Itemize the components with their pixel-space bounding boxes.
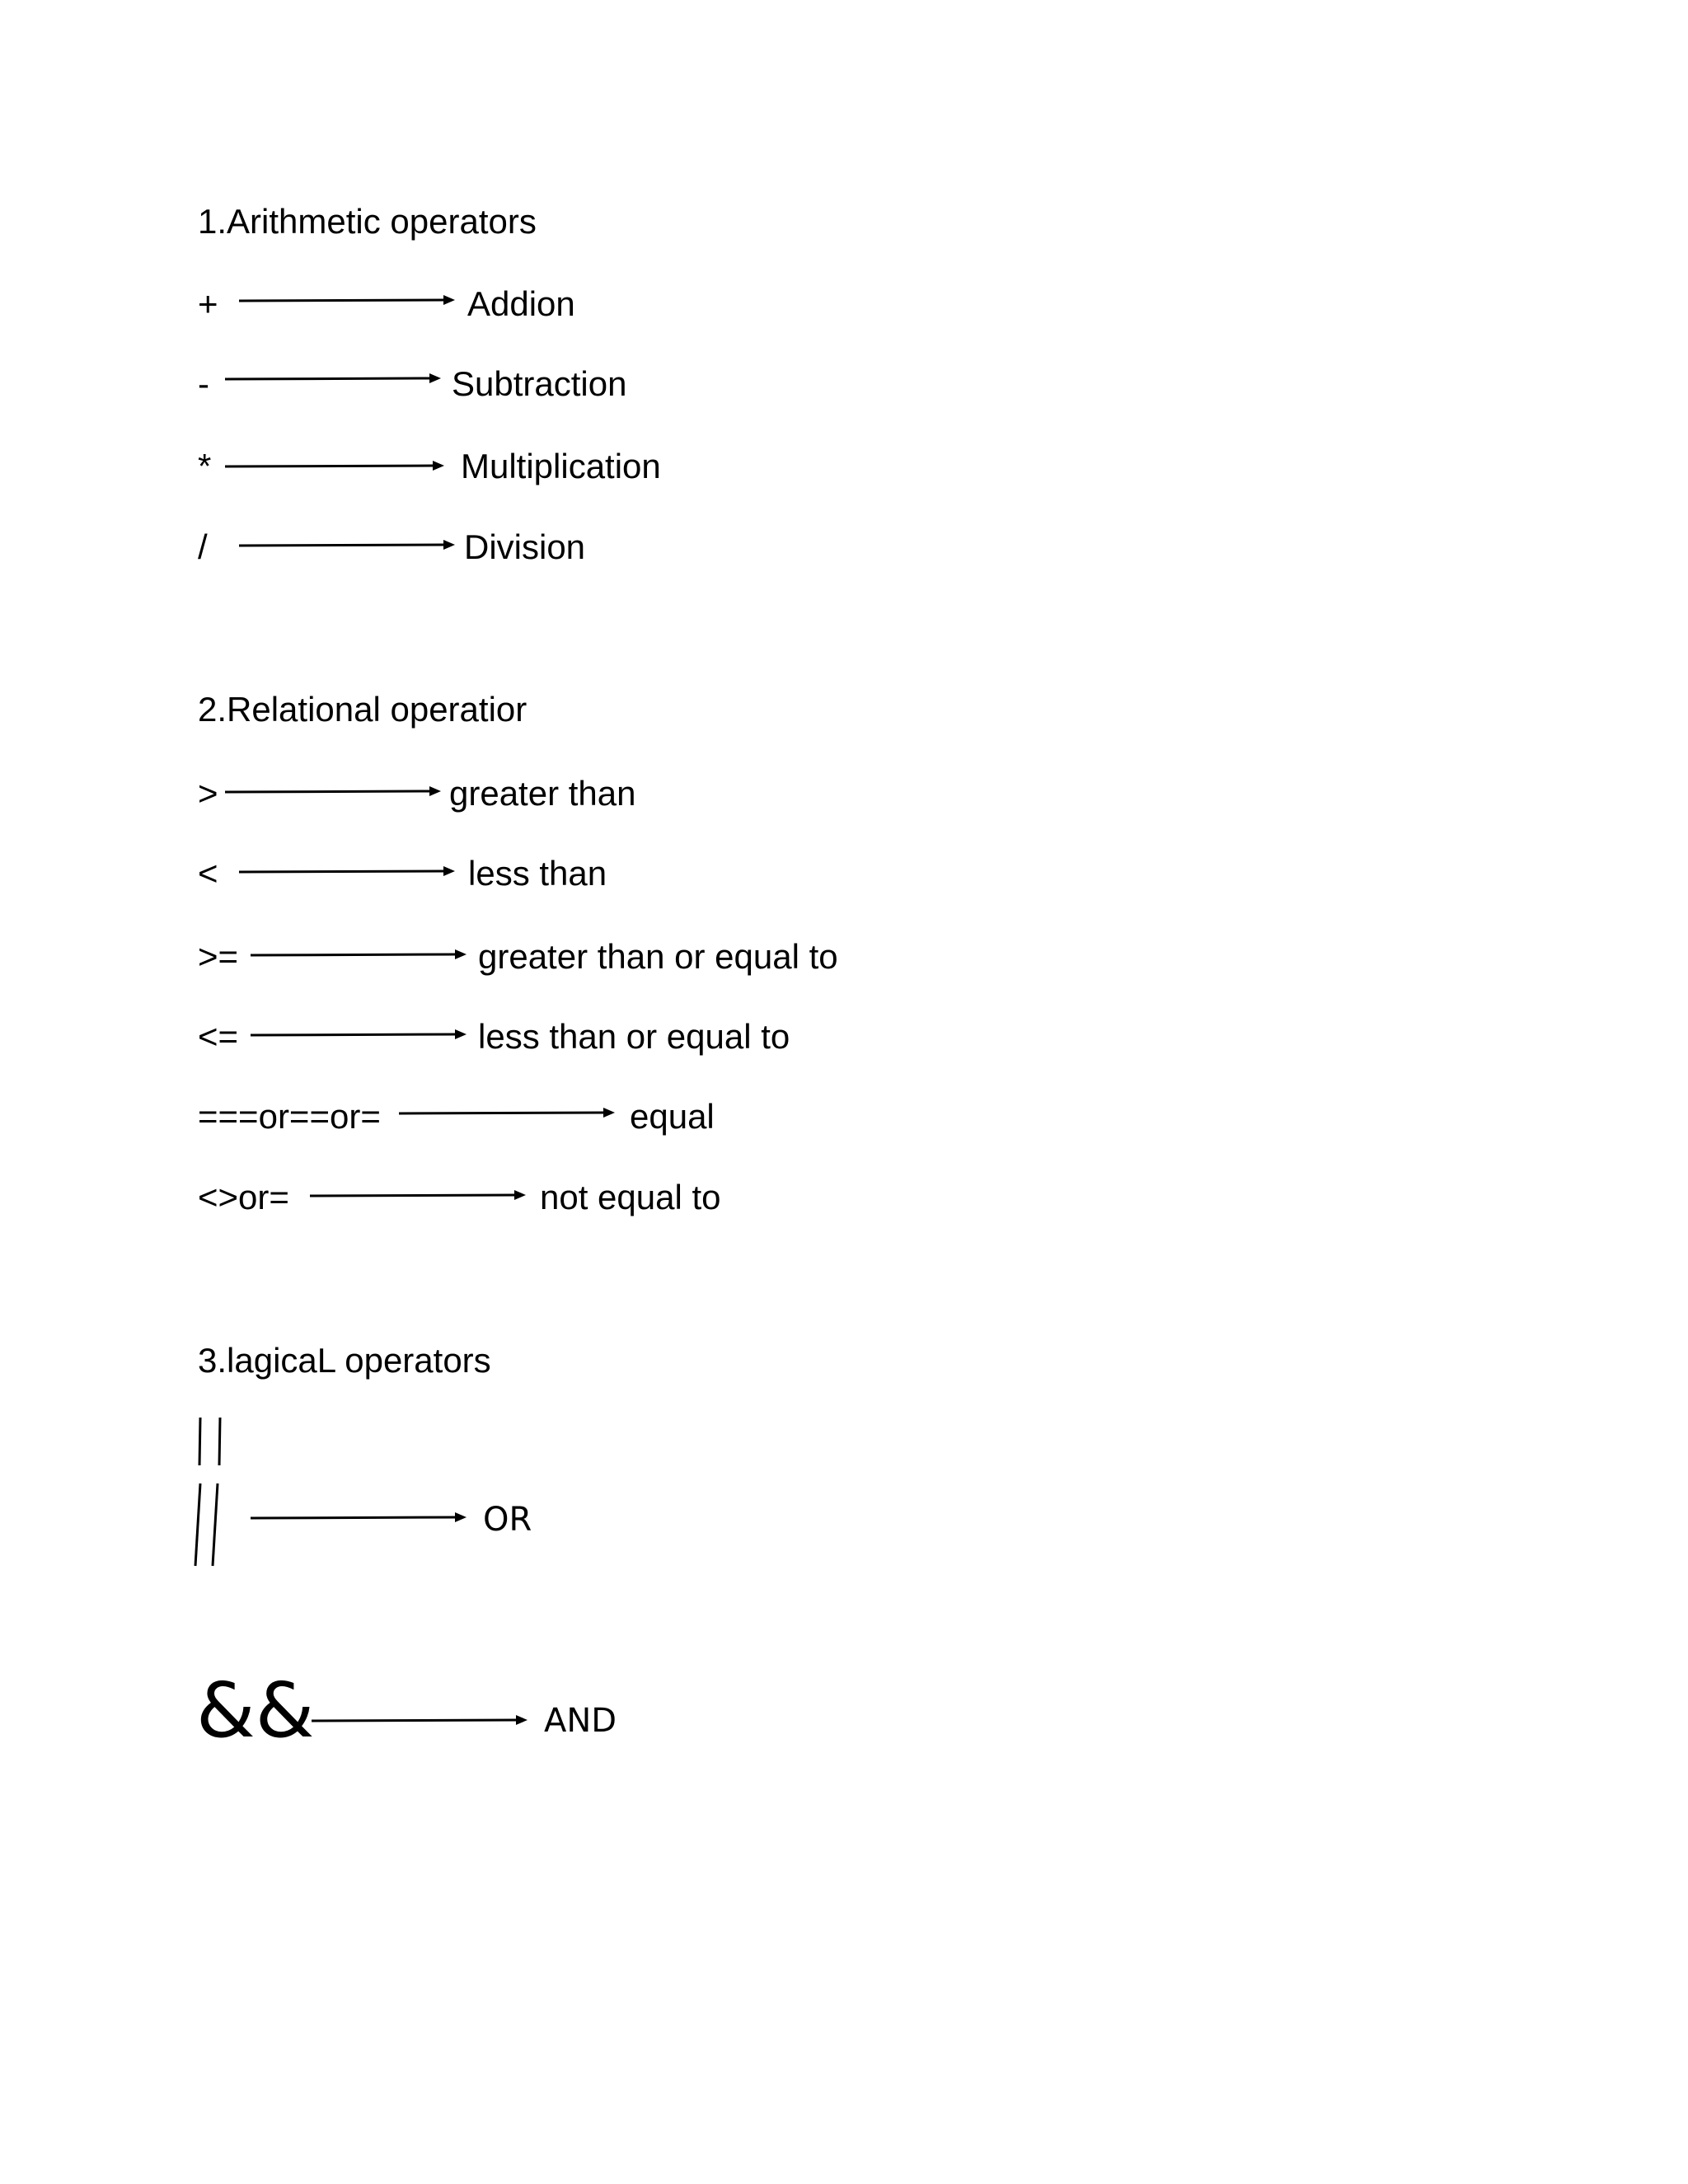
arrow-less-or-equal <box>251 1029 467 1039</box>
operator-label-equal: equal <box>630 1097 715 1136</box>
operator-symbol-less-or-equal: <= <box>198 1017 239 1056</box>
operator-label-not-equal: not equal to <box>540 1178 721 1216</box>
operator-label-greater-than: greater than <box>449 774 636 813</box>
operator-symbol-equal: ===or==or= <box>198 1097 381 1136</box>
section-heading-arithmetic: 1.Arithmetic operators <box>198 202 537 241</box>
arrow-subtraction <box>225 373 441 383</box>
section-heading-relational: 2.Relational operatior <box>198 690 528 729</box>
operator-label-division: Division <box>464 527 586 566</box>
arrow-or <box>251 1512 467 1522</box>
operator-label-subtraction: Subtraction <box>452 364 627 403</box>
arrow-equal <box>399 1108 615 1118</box>
operator-symbol-multiplication: * <box>198 447 212 485</box>
operator-symbol-or <box>195 1416 212 1449</box>
section-heading-logical: 3.lagicaL operators <box>198 1341 491 1380</box>
operator-symbol-division: / <box>198 527 208 566</box>
operator-symbol-less-than: < <box>198 854 218 893</box>
operator-symbol-addition: + <box>198 284 218 323</box>
operator-symbol-not-equal: <>or= <box>198 1178 289 1216</box>
arrow-and <box>312 1715 528 1725</box>
operator-label-or: OR <box>483 1501 532 1539</box>
operator-label-and: AND <box>544 1702 617 1740</box>
arrow-addition <box>239 295 455 305</box>
operator-label-multiplication: Multiplication <box>461 447 661 485</box>
operator-symbol-and: && <box>196 1666 315 1755</box>
operator-label-greater-or-equal: greater than or equal to <box>478 937 838 976</box>
operator-symbol-greater-or-equal: >= <box>198 937 239 976</box>
arrow-not-equal <box>310 1190 526 1200</box>
arrow-division <box>239 540 455 550</box>
operator-symbol-greater-than: > <box>198 774 218 813</box>
arrow-less-than <box>239 866 455 876</box>
arrow-multiplication <box>225 461 444 471</box>
arrow-greater-than <box>225 786 441 796</box>
operator-symbol-subtraction: - <box>198 364 209 403</box>
operator-label-less-or-equal: less than or equal to <box>478 1017 790 1056</box>
arrow-greater-or-equal <box>251 949 467 959</box>
operator-label-addition: Addion <box>467 284 575 323</box>
operator-label-less-than: less than <box>468 854 607 893</box>
